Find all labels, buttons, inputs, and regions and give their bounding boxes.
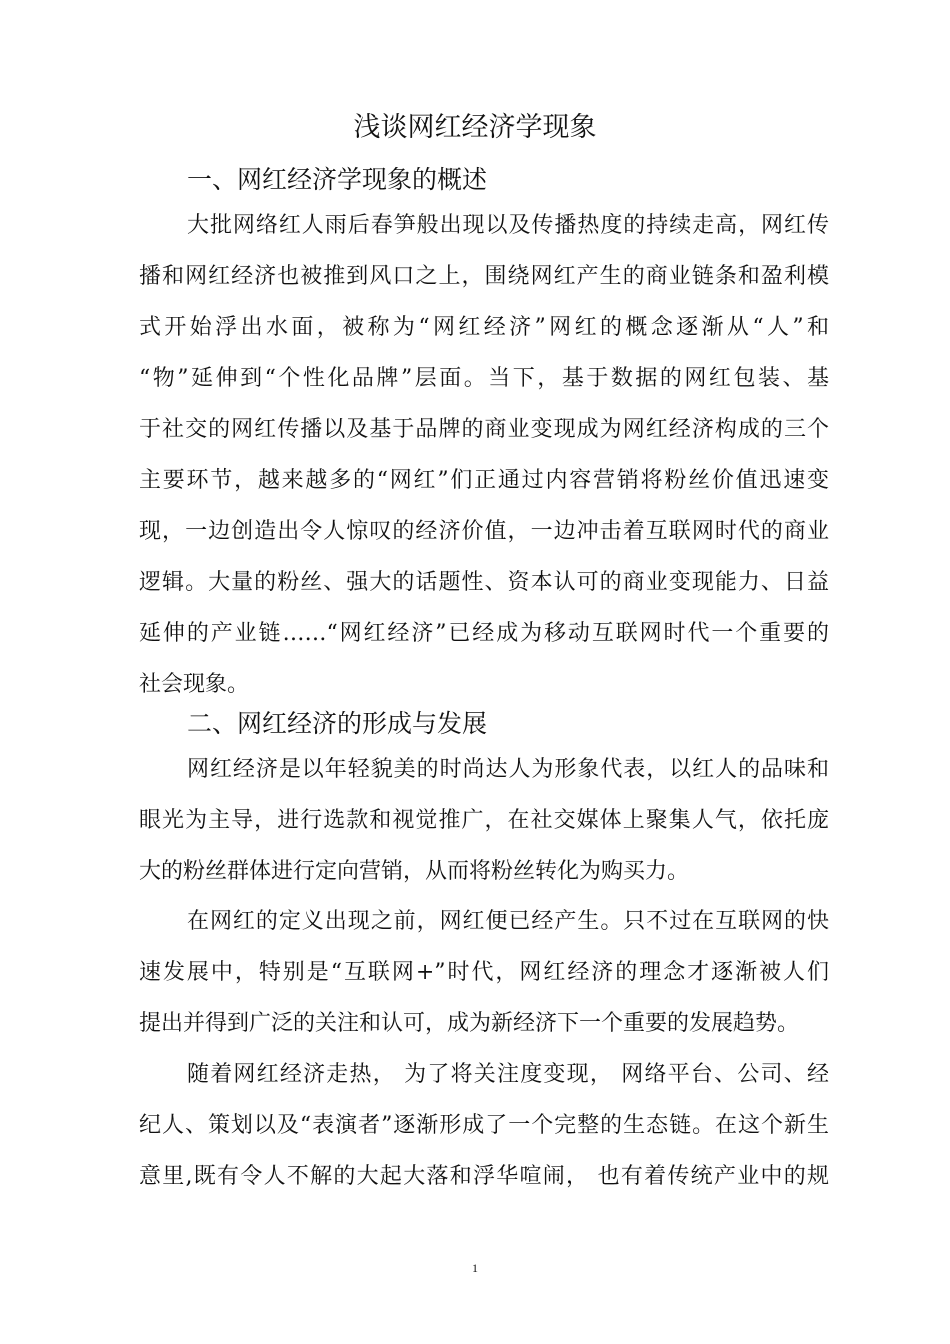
paragraph-line: 纪人、策划以及“表演者”逐渐形成了一个完整的生态链。在这个新生 <box>139 1113 829 1138</box>
paragraph-line: 现，一边创造出令人惊叹的经济价值，一边冲击着互联网时代的商业 <box>139 519 829 544</box>
paragraph-line: 逻辑。大量的粉丝、强大的话题性、资本认可的商业变现能力、日益 <box>139 570 829 595</box>
paragraph-line: 大的粉丝群体进行定向营销，从而将粉丝转化为购买力。 <box>139 859 690 884</box>
paragraph-line: 意里,既有令人不解的大起大落和浮华喧闹， 也有着传统产业中的规 <box>139 1164 829 1189</box>
paragraph-line: 随着网红经济走热， 为了将关注度变现， 网络平台、公司、经 <box>187 1062 829 1087</box>
section-heading-overview: 一、网红经济学现象的概述 <box>187 165 488 194</box>
paragraph-line: “物”延伸到“个性化品牌”层面。当下，基于数据的网红包装、基 <box>139 366 829 391</box>
paragraph-line: 网红经济是以年轻貌美的时尚达人为形象代表，以红人的品味和 <box>187 757 829 782</box>
paragraph-line: 提出并得到广泛的关注和认可，成为新经济下一个重要的发展趋势。 <box>139 1011 800 1036</box>
paragraph-line: 于社交的网红传播以及基于品牌的商业变现成为网红经济构成的三个 <box>139 417 829 442</box>
paragraph-overview <box>139 200 829 710</box>
paragraph-line: 播和网红经济也被推到风口之上，围绕网红产生的商业链条和盈利模 <box>139 264 829 289</box>
paragraph-line: 大批网络红人雨后春笋般出现以及传播热度的持续走高，网红传 <box>187 213 829 238</box>
paragraph-line: 速发展中，特别是“互联网+”时代，网红经济的理念才逐渐被人们 <box>139 960 829 985</box>
paragraph-line: 社会现象。 <box>139 672 250 697</box>
paragraph-line: 延伸的产业链……“网红经济”已经成为移动互联网时代一个重要的 <box>139 621 829 646</box>
paragraph-line: 主要环节，越来越多的“网红”们正通过内容营销将粉丝价值迅速变 <box>139 468 829 493</box>
document-title: 浅谈网红经济学现象 <box>353 112 597 143</box>
paragraph-definition <box>139 744 829 897</box>
paragraph-line: 式开始浮出水面，被称为“网红经济”网红的概念逐渐从“人”和 <box>139 315 829 340</box>
paragraph-line: 在网红的定义出现之前，网红便已经产生。只不过在互联网的快 <box>187 909 829 934</box>
section-heading-formation: 二、网红经济的形成与发展 <box>187 709 488 738</box>
paragraph-ecosystem <box>139 1049 829 1202</box>
paragraph-line: 眼光为主导，进行选款和视觉推广，在社交媒体上聚集人气，依托庞 <box>139 808 829 833</box>
paragraph-origin <box>139 896 829 1049</box>
page-number: 1 <box>472 1261 478 1275</box>
